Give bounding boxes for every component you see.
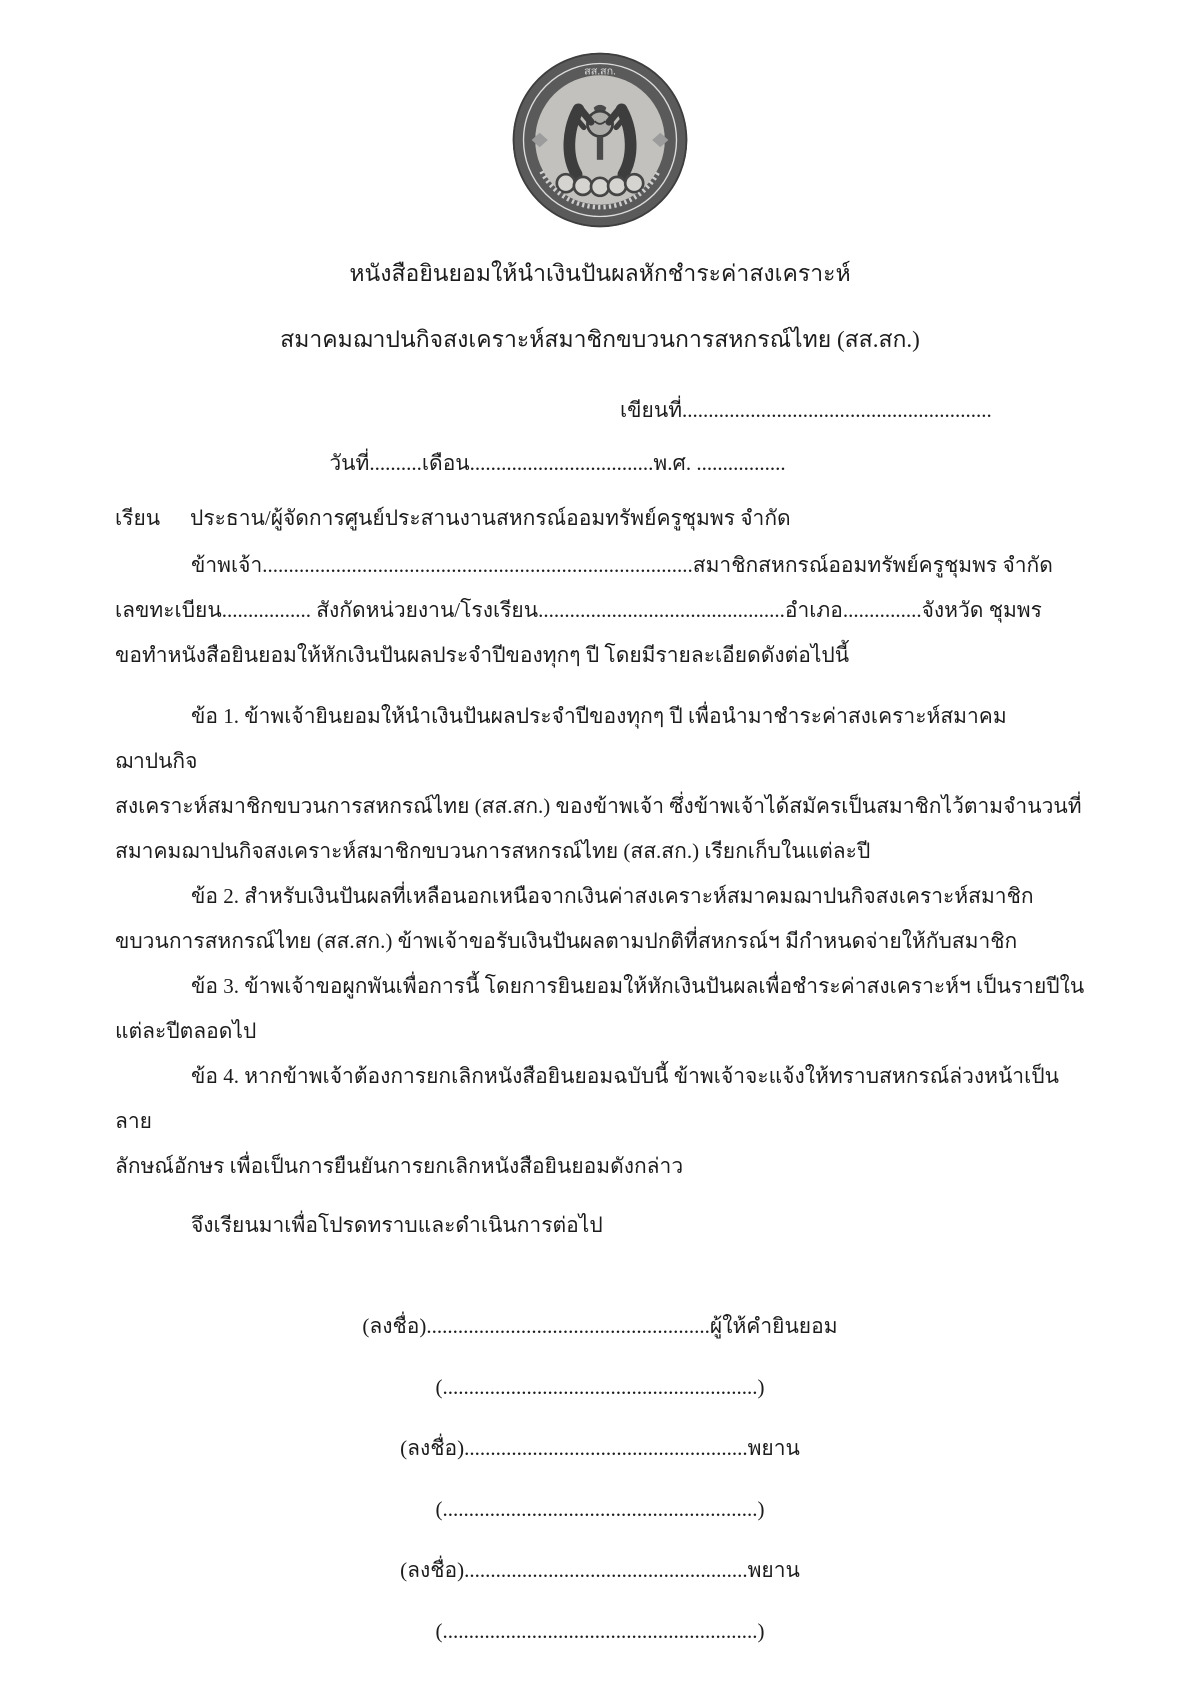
clause-3-line-1: ข้อ 3. ข้าพเจ้าขอผูกพันเพื่อการนี้ โดยการยินยอมให้หักเงินปันผลเพื่อชำระค่าสงเคราะห์ฯ เป็นรายปีใน xyxy=(191,974,1085,998)
clause-2-line-1: ข้อ 2. สำหรับเงินปันผลที่เหลือนอกเหนือจากเงินค่าสงเคราะห์สมาคมฌาปนกิจสงเคราะห์สมาชิก xyxy=(191,884,1034,908)
intro-line-1: ข้าพเจ้า..................................................................................สมาชิกสหกรณ์ออมทรัพย์ครูชุมพร จำกัด xyxy=(191,553,1053,577)
seal-top-text: สส.สก. xyxy=(584,65,616,78)
document-title-line-2: สมาคมฌาปนกิจสงเคราะห์สมาชิกขบวนการสหกรณ์ไทย (สส.สก.) xyxy=(280,327,920,352)
clause-2-line-2: ขบวนการสหกรณ์ไทย (สส.สก.) ข้าพเจ้าขอรับเงินปันผลตามปกติที่สหกรณ์ฯ มีกำหนดจ่ายให้กับสมาชิก xyxy=(115,929,1018,953)
association-seal xyxy=(510,50,690,230)
clause-1-line-2: สงเคราะห์สมาชิกขบวนการสหกรณ์ไทย (สส.สก.) ของข้าพเจ้า ซึ่งข้าพเจ้าได้สมัครเป็นสมาชิกไว้ตามจำนวนที่ xyxy=(115,794,1082,818)
clause-1-line-3: สมาคมฌาปนกิจสงเคราะห์สมาชิกขบวนการสหกรณ์ไทย (สส.สก.) เรียกเก็บในแต่ละปี xyxy=(115,839,871,863)
chain-icon xyxy=(557,174,643,196)
clause-4-line-1: ข้อ 4. หากข้าพเจ้าต้องการยกเลิกหนังสือยินยอมฉบับนี้ ข้าพเจ้าจะแจ้งให้ทราบสหกรณ์ล่วงหน้าเป็นลาย xyxy=(115,1064,1059,1133)
consenter-sign-line: (ลงชื่อ)......................................................ผู้ให้คำยินยอม xyxy=(362,1314,838,1338)
signature-block xyxy=(115,1296,1085,1662)
date-line: วันที่..........เดือน...................................พ.ศ. ................. xyxy=(329,451,786,475)
salutation-row xyxy=(115,502,1085,535)
witness-2-sign-line: (ลงชื่อ)......................................................พยาน xyxy=(400,1558,800,1582)
witness-2-name-line: (............................................................) xyxy=(435,1619,765,1643)
document-body xyxy=(115,543,1085,1248)
intro-line-2: เลขทะเบียน................. สังกัดหน่วยงาน/โรงเรียน...............................................อำเภอ...............จังหวัด ชุมพร xyxy=(115,598,1042,622)
consenter-name-line: (............................................................) xyxy=(435,1375,765,1399)
document-title-line-1: หนังสือยินยอมให้นำเงินปันผลหักชำระค่าสงเคราะห์ xyxy=(349,261,851,286)
salutation-label: เรียน xyxy=(115,506,161,530)
salutation-recipient: ประธาน/ผู้จัดการศูนย์ประสานงานสหกรณ์ออมทรัพย์ครูชุมพร จำกัด xyxy=(190,506,791,530)
clause-3-line-2: แต่ละปีตลอดไป xyxy=(115,1019,257,1043)
witness-1-name-line: (............................................................) xyxy=(435,1497,765,1521)
intro-line-3: ขอทำหนังสือยินยอมให้หักเงินปันผลประจำปีของทุกๆ ปี โดยมีรายละเอียดดังต่อไปนี้ xyxy=(115,643,850,667)
written-at-line: เขียนที่........................................................... xyxy=(620,398,992,422)
closing-line: จึงเรียนมาเพื่อโปรดทราบและดำเนินการต่อไป xyxy=(191,1213,603,1237)
clause-1-line-1: ข้อ 1. ข้าพเจ้ายินยอมให้นำเงินปันผลประจำปีของทุกๆ ปี เพื่อนำมาชำระค่าสงเคราะห์สมาคมฌาปนกิจ xyxy=(115,704,1007,773)
seal-container xyxy=(115,0,1085,230)
clause-4-line-2: ลักษณ์อักษร เพื่อเป็นการยืนยันการยกเลิกหนังสือยินยอมดังกล่าว xyxy=(115,1154,684,1178)
witness-1-sign-line: (ลงชื่อ)......................................................พยาน xyxy=(400,1436,800,1460)
